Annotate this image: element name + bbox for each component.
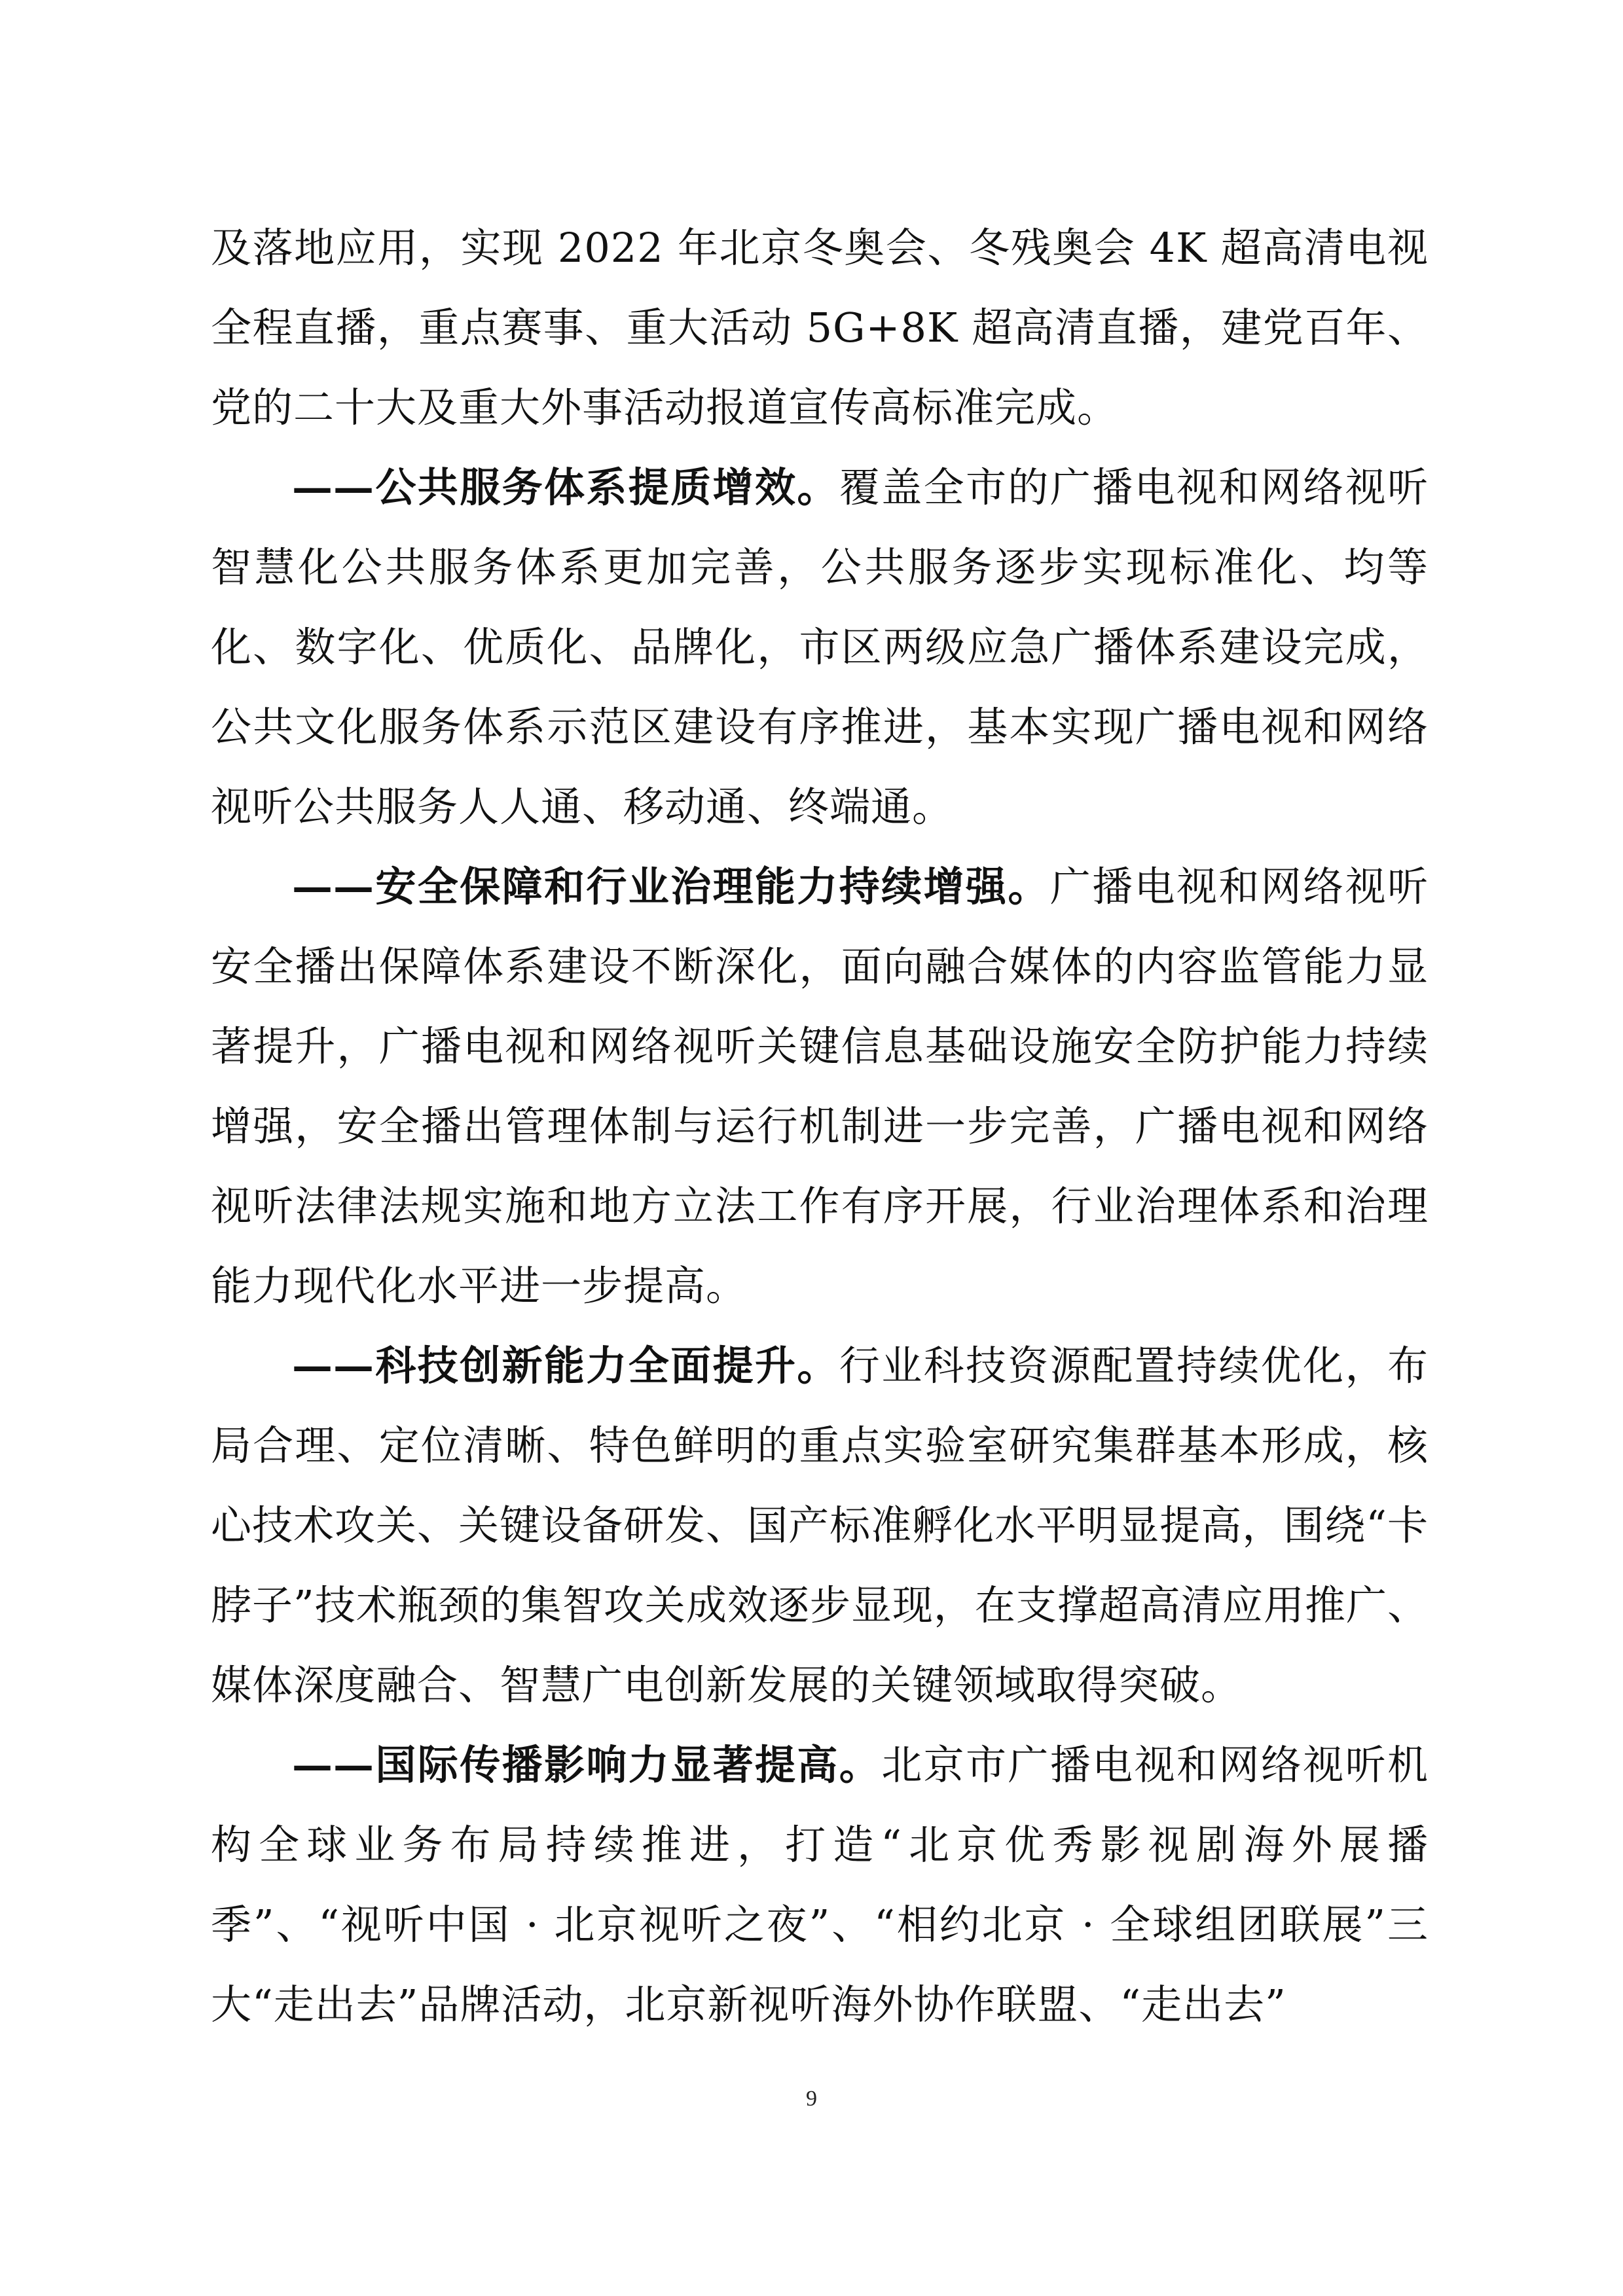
- paragraph-text: 广播电视和网络视听安全播出保障体系建设不断深化，面向融合媒体的内容监管能力显著提升，广播电视和网络视听关键信息基础设施安全防护能力持续增强，安全播出管理体制与运行机制进一步完善，广播电视和网络视听法律法规实施和地方立法工作有序开展，行业治理体系和治理能力现代化水平进一步提高。: [211, 863, 1429, 1310]
- paragraph-continuation: [211, 208, 1429, 448]
- page-number: 9: [806, 2087, 817, 2111]
- paragraph-text: 覆盖全市的广播电视和网络视听智慧化公共服务体系更加完善，公共服务逐步实现标准化、均等化、数字化、优质化、品牌化，市区两级应急广播体系建设完成，公共文化服务体系示范区建设有序推进，基本实现广播电视和网络视听公共服务人人通、移动通、终端通。: [211, 463, 1429, 831]
- paragraph-heading: ——科技创新能力全面提升。: [292, 1342, 839, 1390]
- paragraph-tech-innovation: [211, 1326, 1429, 1725]
- paragraph-text: 及落地应用，实现 2022 年北京冬奥会、冬残奥会 4K 超高清电视全程直播，重点赛事、重大活动 5G+8K 超高清直播，建党百年、党的二十大及重大外事活动报道宣传高标准完成。: [211, 224, 1429, 431]
- body-text: [211, 208, 1429, 2045]
- paragraph-heading: ——国际传播影响力显著提高。: [292, 1741, 882, 1789]
- paragraph-security-governance: [211, 847, 1429, 1326]
- paragraph-text: 行业科技资源配置持续优化，布局合理、定位清晰、特色鲜明的重点实验室研究集群基本形成，核心技术攻关、关键设备研发、国产标准孵化水平明显提高，围绕“卡脖子”技术瓶颈的集智攻关成效逐步显现，在支撑超高清应用推广、媒体深度融合、智慧广电创新发展的关键领域取得突破。: [211, 1342, 1429, 1709]
- paragraph-heading: ——安全保障和行业治理能力持续增强。: [292, 863, 1050, 910]
- paragraph-text: 北京市广播电视和网络视听机构全球业务布局持续推进，打造“北京优秀影视剧海外展播季”、“视听中国 · 北京视听之夜”、“相约北京 · 全球组团联展”三大“走出去”品牌活动，北京新视听海外协作联盟、“走出去”: [211, 1741, 1429, 2028]
- paragraph-international: [211, 1725, 1429, 2045]
- paragraph-heading: ——公共服务体系提质增效。: [292, 463, 839, 511]
- paragraph-public-service: [211, 448, 1429, 847]
